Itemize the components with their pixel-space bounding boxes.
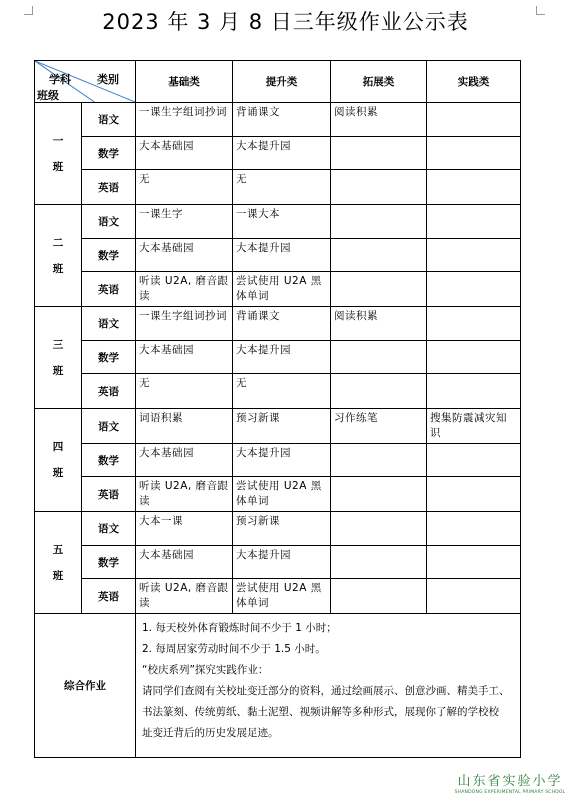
subject-cell: 英语 bbox=[82, 272, 136, 307]
homework-cell bbox=[427, 374, 521, 409]
homework-cell: 一课生字 bbox=[136, 205, 233, 239]
homework-cell bbox=[427, 137, 521, 170]
table-row bbox=[35, 341, 521, 374]
homework-cell: 听读 U2A, 磨音跟读 bbox=[136, 272, 233, 307]
homework-cell bbox=[427, 307, 521, 341]
homework-cell: 预习新课 bbox=[233, 409, 331, 444]
homework-cell bbox=[427, 103, 521, 137]
homework-cell: 阅读积累 bbox=[331, 307, 427, 341]
homework-cell: 词语积累 bbox=[136, 409, 233, 444]
school-logo-english: SHANDONG EXPERIMENTAL PRIMARY SCHOOL bbox=[454, 790, 566, 795]
class-name-cell: 三 班 bbox=[35, 307, 82, 409]
table-row bbox=[35, 374, 521, 409]
comprehensive-line: 请同学们查阅有关校址变迁部分的资料，通过绘画展示、创意沙画、精美手工、 bbox=[142, 685, 510, 697]
homework-cell bbox=[331, 239, 427, 272]
homework-cell bbox=[331, 546, 427, 579]
homework-cell: 一课大本 bbox=[233, 205, 331, 239]
homework-cell bbox=[427, 579, 521, 614]
school-logo bbox=[454, 770, 566, 795]
table-row bbox=[35, 239, 521, 272]
homework-cell: 大本基础园 bbox=[136, 546, 233, 579]
diag-label-class: 班级 bbox=[37, 89, 59, 102]
class-name-cell: 一 班 bbox=[35, 103, 82, 205]
homework-cell: 大本提升园 bbox=[233, 444, 331, 477]
homework-cell: 一课生字组词抄词 bbox=[136, 307, 233, 341]
homework-cell: 大本基础园 bbox=[136, 341, 233, 374]
comprehensive-line: 1. 每天校外体育锻炼时间不少于 1 小时； bbox=[142, 622, 337, 634]
homework-cell: 大本提升园 bbox=[233, 137, 331, 170]
column-header: 基础类 bbox=[136, 61, 233, 103]
homework-cell bbox=[427, 341, 521, 374]
homework-cell bbox=[427, 512, 521, 546]
homework-cell: 听读 U2A, 磨音跟读 bbox=[136, 579, 233, 614]
homework-cell bbox=[331, 374, 427, 409]
homework-cell: 尝试使用 U2A 黑体单词 bbox=[233, 477, 331, 512]
subject-cell: 数学 bbox=[82, 137, 136, 170]
homework-cell: 大本基础园 bbox=[136, 239, 233, 272]
comprehensive-label: 综合作业 bbox=[35, 614, 136, 758]
homework-cell: 无 bbox=[136, 374, 233, 409]
comprehensive-line: “校庆系列”探究实践作业： bbox=[142, 664, 269, 676]
homework-cell: 大本基础园 bbox=[136, 137, 233, 170]
homework-cell: 无 bbox=[136, 170, 233, 205]
homework-cell: 习作练笔 bbox=[331, 409, 427, 444]
table-row bbox=[35, 272, 521, 307]
subject-cell: 语文 bbox=[82, 409, 136, 444]
page-title: 2023 年 3 月 8 日三年级作业公示表 bbox=[102, 10, 469, 34]
homework-cell: 一课生字组词抄词 bbox=[136, 103, 233, 137]
homework-cell bbox=[331, 205, 427, 239]
table-row bbox=[35, 103, 521, 137]
table-row bbox=[35, 444, 521, 477]
homework-cell: 大本提升园 bbox=[233, 546, 331, 579]
subject-cell: 数学 bbox=[82, 239, 136, 272]
homework-cell: 无 bbox=[233, 170, 331, 205]
homework-cell: 预习新课 bbox=[233, 512, 331, 546]
subject-cell: 语文 bbox=[82, 103, 136, 137]
homework-cell bbox=[331, 137, 427, 170]
homework-cell bbox=[427, 272, 521, 307]
homework-cell: 搜集防震减灾知识 bbox=[427, 409, 521, 444]
subject-cell: 英语 bbox=[82, 579, 136, 614]
comprehensive-line: 2. 每周居家劳动时间不少于 1.5 小时。 bbox=[142, 643, 326, 655]
subject-cell: 语文 bbox=[82, 205, 136, 239]
homework-cell bbox=[427, 205, 521, 239]
homework-cell bbox=[427, 444, 521, 477]
subject-cell: 英语 bbox=[82, 170, 136, 205]
class-name-cell: 二 班 bbox=[35, 205, 82, 307]
table-body bbox=[35, 61, 521, 758]
homework-cell: 背诵课文 bbox=[233, 307, 331, 341]
homework-cell: 阅读积累 bbox=[331, 103, 427, 137]
diag-label-subject: 学科 bbox=[49, 73, 71, 86]
homework-cell bbox=[331, 341, 427, 374]
comprehensive-line: 书法篆刻、传统剪纸、黏土泥塑、视频讲解等多种形式，展现你了解的学校校 bbox=[142, 706, 499, 718]
table-row bbox=[35, 512, 521, 546]
homework-cell: 大本基础园 bbox=[136, 444, 233, 477]
homework-cell: 尝试使用 U2A 黑体单词 bbox=[233, 272, 331, 307]
homework-cell bbox=[331, 477, 427, 512]
table-row bbox=[35, 477, 521, 512]
comprehensive-row bbox=[35, 614, 521, 758]
homework-cell bbox=[427, 170, 521, 205]
table-row bbox=[35, 546, 521, 579]
homework-cell: 听读 U2A, 磨音跟读 bbox=[136, 477, 233, 512]
homework-cell: 背诵课文 bbox=[233, 103, 331, 137]
table-row bbox=[35, 579, 521, 614]
homework-cell bbox=[427, 546, 521, 579]
school-logo-name: 山东省实验小学 bbox=[457, 774, 563, 789]
homework-cell bbox=[331, 272, 427, 307]
column-header: 提升类 bbox=[233, 61, 331, 103]
subject-cell: 数学 bbox=[82, 546, 136, 579]
subject-cell: 语文 bbox=[82, 307, 136, 341]
homework-cell: 尝试使用 U2A 黑体单词 bbox=[233, 579, 331, 614]
subject-cell: 数学 bbox=[82, 444, 136, 477]
diag-label-category: 类别 bbox=[97, 73, 119, 86]
homework-cell: 大本提升园 bbox=[233, 239, 331, 272]
comprehensive-content bbox=[136, 614, 521, 758]
table-row bbox=[35, 307, 521, 341]
table-row bbox=[35, 409, 521, 444]
homework-cell: 无 bbox=[233, 374, 331, 409]
homework-cell bbox=[331, 444, 427, 477]
subject-cell: 英语 bbox=[82, 477, 136, 512]
subject-cell: 数学 bbox=[82, 341, 136, 374]
subject-cell: 英语 bbox=[82, 374, 136, 409]
column-header: 拓展类 bbox=[331, 61, 427, 103]
table-row bbox=[35, 137, 521, 170]
homework-cell bbox=[427, 477, 521, 512]
class-name-cell: 五 班 bbox=[35, 512, 82, 614]
table-row bbox=[35, 170, 521, 205]
homework-table bbox=[34, 60, 521, 758]
comprehensive-line: 址变迁背后的历史发展足迹。 bbox=[142, 727, 279, 739]
column-header: 实践类 bbox=[427, 61, 521, 103]
subject-cell: 语文 bbox=[82, 512, 136, 546]
diagonal-header-cell bbox=[35, 61, 136, 103]
homework-cell: 大本一课 bbox=[136, 512, 233, 546]
table-row bbox=[35, 205, 521, 239]
homework-cell bbox=[427, 239, 521, 272]
homework-cell: 大本提升园 bbox=[233, 341, 331, 374]
class-name-cell: 四 班 bbox=[35, 409, 82, 512]
homework-cell bbox=[331, 579, 427, 614]
header-row bbox=[35, 61, 521, 103]
homework-cell bbox=[331, 170, 427, 205]
homework-cell bbox=[331, 512, 427, 546]
